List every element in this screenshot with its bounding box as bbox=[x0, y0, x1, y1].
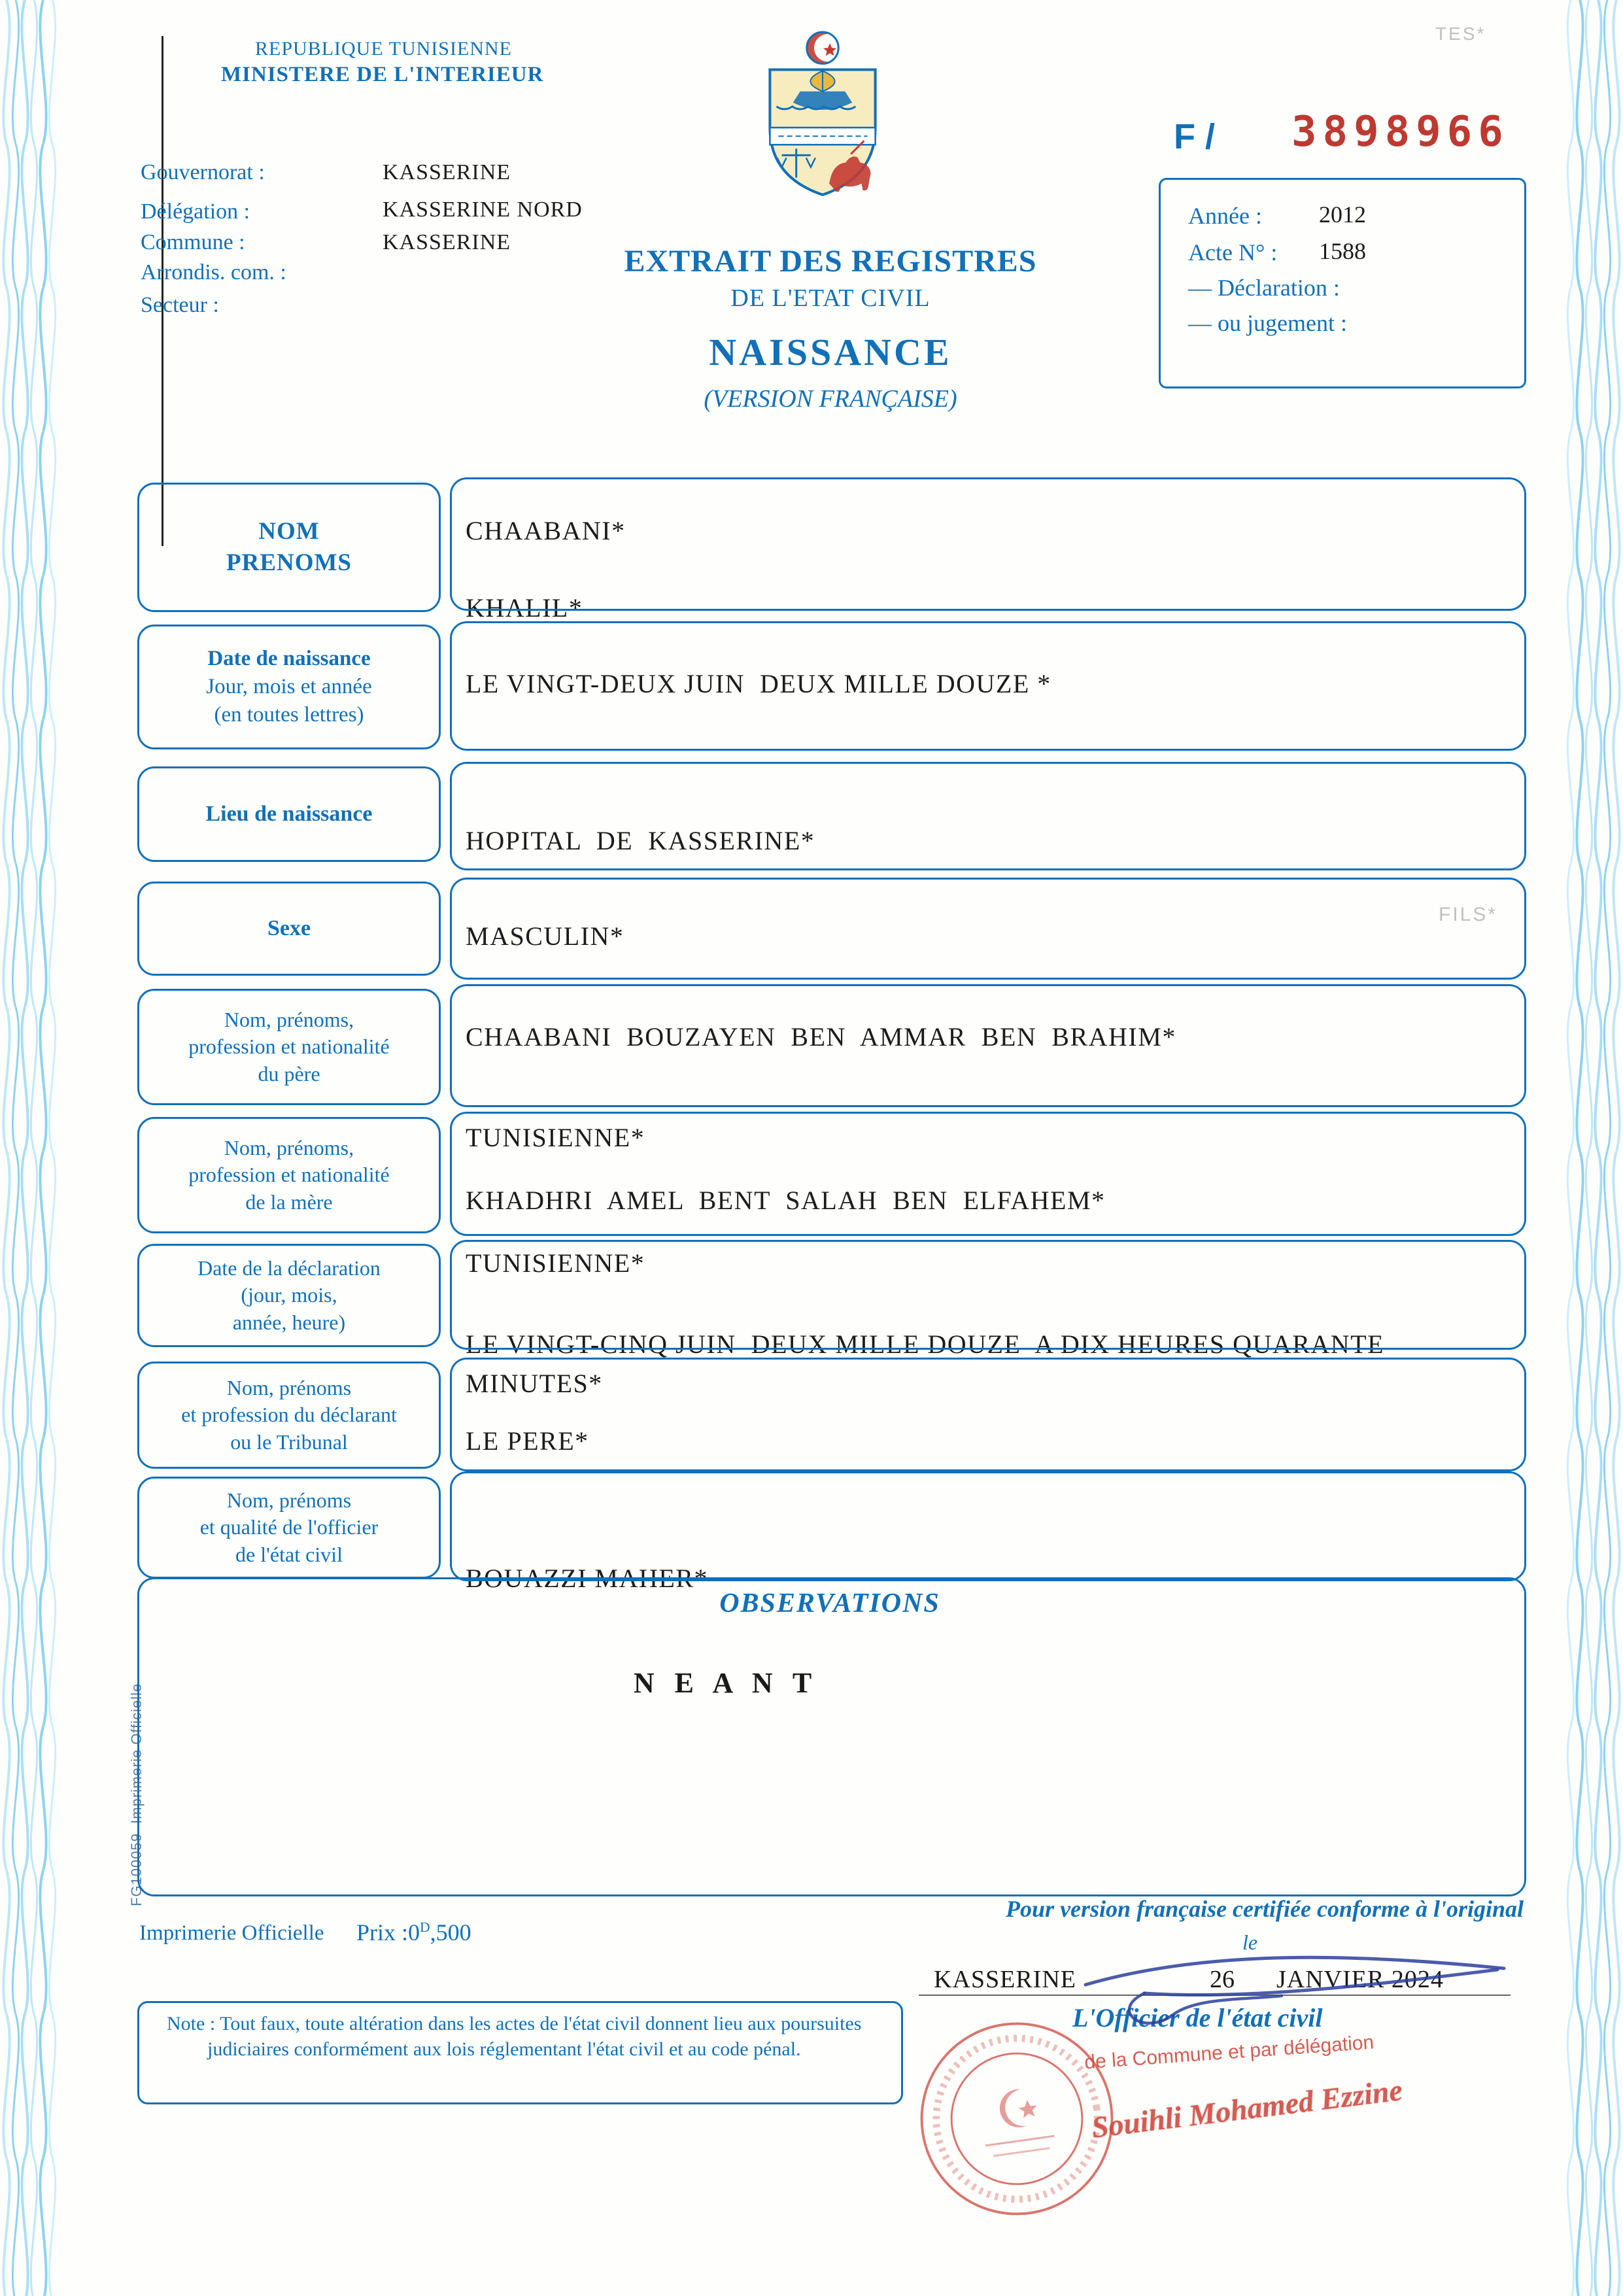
ministry-title: MINISTERE DE L'INTERIEUR bbox=[221, 63, 544, 86]
commune-label: Commune : bbox=[141, 230, 245, 254]
father-value: CHAABANI BOUZAYEN BEN AMMAR BEN BRAHIM* bbox=[466, 1022, 1176, 1052]
birthplace-label: Lieu de naissance bbox=[205, 801, 373, 826]
mother-value: KHADHRI AMEL BENT SALAH BEN ELFAHEM* bbox=[466, 1186, 1106, 1215]
birthdate-value: LE VINGT-DEUX JUIN DEUX MILLE DOUZE * bbox=[466, 669, 1051, 698]
birthplace-value: HOPITAL DE KASSERINE* bbox=[466, 826, 815, 855]
field-label-officer bbox=[137, 1477, 441, 1579]
acte-num-value: 1588 bbox=[1319, 238, 1366, 264]
header-fold-line bbox=[162, 36, 163, 546]
legal-note-text: Note : Tout faux, toute altération dans les actes de l'état civil donnent lieu aux poursuites judiciaires conformément aux lois réglementant l'état civil et au code pénal. bbox=[167, 2013, 862, 2060]
officer-signature-title: L'Officier de l'état civil bbox=[1072, 2003, 1323, 2032]
sex-value: MASCULIN* bbox=[466, 921, 624, 951]
doc-title-extrait: EXTRAIT DES REGISTRES bbox=[624, 244, 1037, 279]
stamp-date-rest: JANVIER 2024 bbox=[1276, 1966, 1444, 1993]
republic-title: REPUBLIQUE TUNISIENNE bbox=[255, 38, 512, 60]
mother-label-line3: de la mère bbox=[245, 1190, 333, 1214]
field-label-mother bbox=[137, 1117, 441, 1233]
stamp-delegation-line: de la Commune et par délégation bbox=[1084, 2031, 1375, 2074]
father-nationality-value: TUNISIENNE* bbox=[466, 1123, 645, 1152]
serial-number: 3898966 bbox=[1291, 108, 1509, 156]
delegation-label: Délégation : bbox=[141, 199, 250, 224]
birthdate-label-line3: (en toutes lettres) bbox=[214, 702, 364, 727]
price-prefix: Prix :0 bbox=[356, 1919, 420, 1945]
declaration-minutes-value: MINUTES* bbox=[466, 1369, 603, 1398]
declaration-label: — Déclaration : bbox=[1188, 275, 1340, 301]
declaration-label-line3: année, heure) bbox=[232, 1310, 346, 1334]
birthdate-label-line1: Date de naissance bbox=[207, 647, 371, 671]
birthdate-label-line2: Jour, mois et année bbox=[206, 675, 372, 699]
security-band-right bbox=[1565, 0, 1623, 2296]
observations-value: N E A N T bbox=[633, 1667, 819, 1699]
doc-title-etat-civil: DE L'ETAT CIVIL bbox=[730, 284, 931, 312]
sex-label: Sexe bbox=[267, 916, 311, 940]
acte-num-label: Acte N° : bbox=[1188, 239, 1278, 266]
nom-label-line1: NOM bbox=[258, 517, 320, 545]
pen-signature bbox=[1046, 1923, 1543, 2066]
officer-label-line1: Nom, prénoms bbox=[226, 1488, 352, 1512]
field-label-declarant bbox=[137, 1362, 441, 1469]
stamp-officer-name: Souihli Mohamed Ezzine bbox=[1089, 2073, 1405, 2144]
field-label-nom bbox=[137, 483, 441, 612]
nom-label-line2: PRENOMS bbox=[226, 549, 352, 576]
print-reference-vertical: FG100059 Imprimerie Officielle bbox=[128, 1683, 145, 1906]
declarant-label-line2: et profession du déclarant bbox=[181, 1403, 397, 1427]
annee-label: Année : bbox=[1188, 203, 1262, 229]
officer-label-line3: de l'état civil bbox=[235, 1542, 343, 1566]
officer-name-value: BOUAZZI MAHER* bbox=[466, 1564, 708, 1593]
father-label-line3: du père bbox=[258, 1061, 320, 1086]
secteur-label: Secteur : bbox=[141, 293, 219, 317]
tunisia-coat-of-arms bbox=[753, 29, 892, 207]
legal-note-box bbox=[137, 2001, 903, 2104]
doc-title-version: (VERSION FRANÇAISE) bbox=[704, 385, 957, 413]
serial-prefix: F / bbox=[1174, 117, 1215, 156]
declaration-date-value: LE VINGT-CINQ JUIN DEUX MILLE DOUZE A DIX HEURES QUARANTE bbox=[466, 1329, 1385, 1359]
security-band-left bbox=[0, 0, 58, 2296]
nom-value: CHAABANI* bbox=[466, 516, 626, 545]
commune-value: KASSERINE bbox=[383, 230, 511, 254]
doc-title-naissance: NAISSANCE bbox=[709, 331, 952, 373]
gouvernorat-value: KASSERINE bbox=[383, 160, 511, 184]
arrondis-label: Arrondis. com. : bbox=[141, 260, 286, 284]
father-label-line1: Nom, prénoms, bbox=[224, 1007, 354, 1031]
mother-label-line2: profession et nationalité bbox=[188, 1163, 390, 1187]
field-value-box-declarant bbox=[450, 1358, 1526, 1471]
observations-box bbox=[137, 1577, 1526, 1896]
certified-copy-line: Pour version française certifiée conforme à l'original bbox=[1006, 1896, 1524, 1922]
declarant-label-line1: Nom, prénoms bbox=[226, 1375, 352, 1399]
le-word: le bbox=[1242, 1930, 1258, 1954]
price-sup: D bbox=[420, 1919, 430, 1935]
stamp-date-day: 26 bbox=[1210, 1966, 1235, 1993]
gouvernorat-label: Gouvernorat : bbox=[141, 160, 265, 184]
annee-value: 2012 bbox=[1319, 201, 1366, 228]
declarant-value: LE PERE* bbox=[466, 1426, 589, 1456]
delegation-value: KASSERINE NORD bbox=[383, 197, 583, 222]
stamp-place: KASSERINE bbox=[934, 1966, 1077, 1993]
price-suffix: ,500 bbox=[430, 1919, 471, 1945]
acte-info-box bbox=[1159, 178, 1526, 388]
field-label-father bbox=[137, 989, 441, 1105]
field-label-declaration-date bbox=[137, 1244, 441, 1347]
mother-label-line1: Nom, prénoms, bbox=[224, 1135, 354, 1159]
price-label bbox=[356, 1919, 471, 1946]
declaration-label-line1: Date de la déclaration bbox=[197, 1256, 381, 1280]
ghost-text-fils: FILS* bbox=[1439, 904, 1498, 925]
field-label-birthdate bbox=[137, 625, 441, 749]
field-label-birthplace bbox=[137, 766, 441, 862]
observations-title: OBSERVATIONS bbox=[719, 1588, 940, 1619]
imprimerie-label: Imprimerie Officielle bbox=[139, 1921, 324, 1945]
ghost-text-top-right: TES* bbox=[1435, 24, 1486, 44]
prenom-value: KHALIL* bbox=[466, 593, 583, 623]
field-label-sex bbox=[137, 882, 441, 976]
jugement-label: — ou jugement : bbox=[1188, 310, 1347, 336]
declarant-label-line3: ou le Tribunal bbox=[230, 1430, 348, 1454]
father-label-line2: profession et nationalité bbox=[188, 1035, 390, 1059]
officer-label-line2: et qualité de l'officier bbox=[199, 1515, 379, 1539]
mother-nationality-value: TUNISIENNE* bbox=[466, 1248, 645, 1278]
declaration-label-line2: (jour, mois, bbox=[241, 1283, 337, 1307]
